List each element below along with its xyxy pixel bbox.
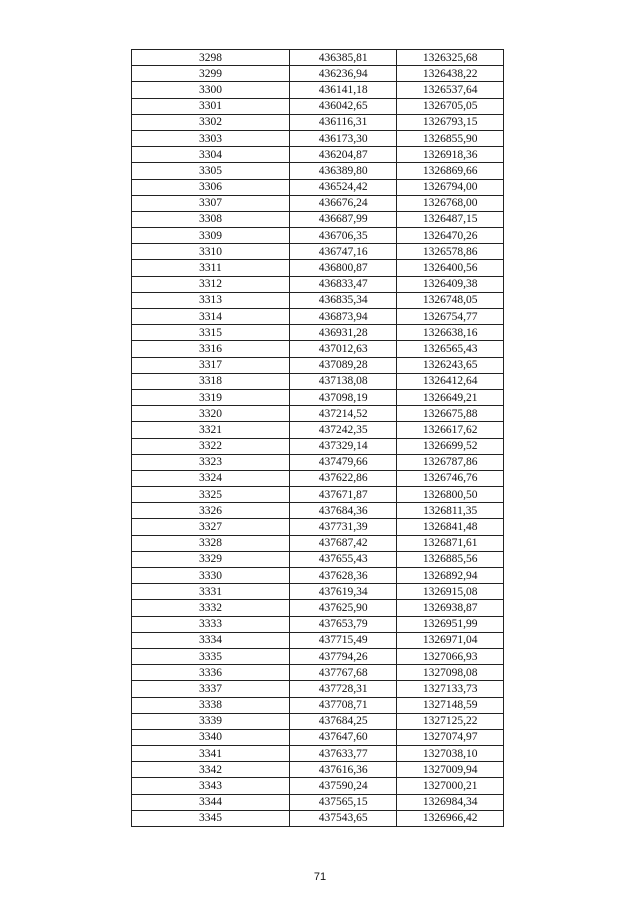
- y-coordinate-cell: 1326400,56: [397, 260, 504, 276]
- x-coordinate-cell: 437715,49: [289, 632, 397, 648]
- x-coordinate-cell: 437728,31: [289, 681, 397, 697]
- table-row: [132, 584, 504, 600]
- point-number-cell: 3332: [132, 600, 290, 616]
- x-coordinate-cell: 436524,42: [289, 179, 397, 195]
- table-row: [132, 438, 504, 454]
- y-coordinate-cell: 1327000,21: [397, 778, 504, 794]
- point-number-cell: 3313: [132, 292, 290, 308]
- coordinates-table-body: [132, 50, 504, 827]
- point-number-cell: 3315: [132, 325, 290, 341]
- table-row: [132, 648, 504, 664]
- y-coordinate-cell: 1326243,65: [397, 357, 504, 373]
- point-number-cell: 3323: [132, 454, 290, 470]
- table-row: [132, 697, 504, 713]
- table-row: [132, 309, 504, 325]
- y-coordinate-cell: 1326649,21: [397, 389, 504, 405]
- y-coordinate-cell: 1326748,05: [397, 292, 504, 308]
- table-row: [132, 810, 504, 826]
- y-coordinate-cell: 1326787,86: [397, 454, 504, 470]
- x-coordinate-cell: 437671,87: [289, 487, 397, 503]
- x-coordinate-cell: 436873,94: [289, 309, 397, 325]
- y-coordinate-cell: 1326409,38: [397, 276, 504, 292]
- point-number-cell: 3305: [132, 163, 290, 179]
- x-coordinate-cell: 437684,36: [289, 503, 397, 519]
- table-row: [132, 228, 504, 244]
- table-row: [132, 470, 504, 486]
- point-number-cell: 3321: [132, 422, 290, 438]
- y-coordinate-cell: 1326412,64: [397, 373, 504, 389]
- y-coordinate-cell: 1326470,26: [397, 228, 504, 244]
- point-number-cell: 3308: [132, 211, 290, 227]
- point-number-cell: 3340: [132, 729, 290, 745]
- table-row: [132, 373, 504, 389]
- table-row: [132, 114, 504, 130]
- y-coordinate-cell: 1326841,48: [397, 519, 504, 535]
- x-coordinate-cell: 436833,47: [289, 276, 397, 292]
- table-row: [132, 422, 504, 438]
- y-coordinate-cell: 1327038,10: [397, 746, 504, 762]
- x-coordinate-cell: 437242,35: [289, 422, 397, 438]
- y-coordinate-cell: 1326565,43: [397, 341, 504, 357]
- table-row: [132, 632, 504, 648]
- table-row: [132, 778, 504, 794]
- point-number-cell: 3312: [132, 276, 290, 292]
- point-number-cell: 3343: [132, 778, 290, 794]
- point-number-cell: 3307: [132, 195, 290, 211]
- x-coordinate-cell: 437655,43: [289, 551, 397, 567]
- y-coordinate-cell: 1326438,22: [397, 66, 504, 82]
- y-coordinate-cell: 1327133,73: [397, 681, 504, 697]
- table-row: [132, 341, 504, 357]
- table-row: [132, 244, 504, 260]
- x-coordinate-cell: 436204,87: [289, 147, 397, 163]
- y-coordinate-cell: 1326705,05: [397, 98, 504, 114]
- x-coordinate-cell: 437098,19: [289, 389, 397, 405]
- y-coordinate-cell: 1326915,08: [397, 584, 504, 600]
- x-coordinate-cell: 437138,08: [289, 373, 397, 389]
- point-number-cell: 3339: [132, 713, 290, 729]
- x-coordinate-cell: 436706,35: [289, 228, 397, 244]
- point-number-cell: 3333: [132, 616, 290, 632]
- point-number-cell: 3338: [132, 697, 290, 713]
- x-coordinate-cell: 437625,90: [289, 600, 397, 616]
- point-number-cell: 3310: [132, 244, 290, 260]
- point-number-cell: 3298: [132, 50, 290, 66]
- y-coordinate-cell: 1326325,68: [397, 50, 504, 66]
- y-coordinate-cell: 1326869,66: [397, 163, 504, 179]
- point-number-cell: 3320: [132, 406, 290, 422]
- point-number-cell: 3336: [132, 665, 290, 681]
- table-row: [132, 130, 504, 146]
- table-row: [132, 762, 504, 778]
- table-row: [132, 600, 504, 616]
- x-coordinate-cell: 437633,77: [289, 746, 397, 762]
- y-coordinate-cell: 1326794,00: [397, 179, 504, 195]
- point-number-cell: 3311: [132, 260, 290, 276]
- table-row: [132, 519, 504, 535]
- coordinates-table: [131, 49, 504, 827]
- page-number: 71: [313, 871, 327, 883]
- x-coordinate-cell: 437616,36: [289, 762, 397, 778]
- x-coordinate-cell: 436042,65: [289, 98, 397, 114]
- point-number-cell: 3309: [132, 228, 290, 244]
- x-coordinate-cell: 436236,94: [289, 66, 397, 82]
- y-coordinate-cell: 1326971,04: [397, 632, 504, 648]
- x-coordinate-cell: 436173,30: [289, 130, 397, 146]
- point-number-cell: 3344: [132, 794, 290, 810]
- table-row: [132, 535, 504, 551]
- point-number-cell: 3318: [132, 373, 290, 389]
- table-row: [132, 147, 504, 163]
- y-coordinate-cell: 1327009,94: [397, 762, 504, 778]
- y-coordinate-cell: 1326800,50: [397, 487, 504, 503]
- point-number-cell: 3334: [132, 632, 290, 648]
- y-coordinate-cell: 1326638,16: [397, 325, 504, 341]
- point-number-cell: 3303: [132, 130, 290, 146]
- x-coordinate-cell: 436931,28: [289, 325, 397, 341]
- point-number-cell: 3330: [132, 568, 290, 584]
- x-coordinate-cell: 436687,99: [289, 211, 397, 227]
- x-coordinate-cell: 436116,31: [289, 114, 397, 130]
- y-coordinate-cell: 1326938,87: [397, 600, 504, 616]
- y-coordinate-cell: 1326699,52: [397, 438, 504, 454]
- table-row: [132, 260, 504, 276]
- table-row: [132, 551, 504, 567]
- point-number-cell: 3306: [132, 179, 290, 195]
- point-number-cell: 3322: [132, 438, 290, 454]
- y-coordinate-cell: 1326918,36: [397, 147, 504, 163]
- x-coordinate-cell: 437214,52: [289, 406, 397, 422]
- x-coordinate-cell: 437731,39: [289, 519, 397, 535]
- table-row: [132, 325, 504, 341]
- table-row: [132, 713, 504, 729]
- table-row: [132, 681, 504, 697]
- point-number-cell: 3342: [132, 762, 290, 778]
- table-row: [132, 665, 504, 681]
- table-row: [132, 406, 504, 422]
- y-coordinate-cell: 1327148,59: [397, 697, 504, 713]
- point-number-cell: 3337: [132, 681, 290, 697]
- point-number-cell: 3341: [132, 746, 290, 762]
- point-number-cell: 3324: [132, 470, 290, 486]
- x-coordinate-cell: 437628,36: [289, 568, 397, 584]
- y-coordinate-cell: 1327125,22: [397, 713, 504, 729]
- y-coordinate-cell: 1326885,56: [397, 551, 504, 567]
- point-number-cell: 3314: [132, 309, 290, 325]
- y-coordinate-cell: 1326754,77: [397, 309, 504, 325]
- y-coordinate-cell: 1326855,90: [397, 130, 504, 146]
- point-number-cell: 3329: [132, 551, 290, 567]
- x-coordinate-cell: 436747,16: [289, 244, 397, 260]
- x-coordinate-cell: 436676,24: [289, 195, 397, 211]
- y-coordinate-cell: 1326578,86: [397, 244, 504, 260]
- y-coordinate-cell: 1326768,00: [397, 195, 504, 211]
- table-row: [132, 746, 504, 762]
- x-coordinate-cell: 437622,86: [289, 470, 397, 486]
- x-coordinate-cell: 437089,28: [289, 357, 397, 373]
- table-row: [132, 163, 504, 179]
- table-row: [132, 179, 504, 195]
- x-coordinate-cell: 437619,34: [289, 584, 397, 600]
- y-coordinate-cell: 1326746,76: [397, 470, 504, 486]
- y-coordinate-cell: 1326793,15: [397, 114, 504, 130]
- x-coordinate-cell: 437647,60: [289, 729, 397, 745]
- table-row: [132, 454, 504, 470]
- table-row: [132, 568, 504, 584]
- table-row: [132, 50, 504, 66]
- point-number-cell: 3319: [132, 389, 290, 405]
- y-coordinate-cell: 1326617,62: [397, 422, 504, 438]
- x-coordinate-cell: 436385,81: [289, 50, 397, 66]
- table-row: [132, 292, 504, 308]
- table-row: [132, 357, 504, 373]
- table-row: [132, 729, 504, 745]
- table-row: [132, 616, 504, 632]
- y-coordinate-cell: 1326984,34: [397, 794, 504, 810]
- point-number-cell: 3317: [132, 357, 290, 373]
- y-coordinate-cell: 1326871,61: [397, 535, 504, 551]
- x-coordinate-cell: 437794,26: [289, 648, 397, 664]
- table-row: [132, 276, 504, 292]
- y-coordinate-cell: 1326675,88: [397, 406, 504, 422]
- table-row: [132, 211, 504, 227]
- point-number-cell: 3300: [132, 82, 290, 98]
- point-number-cell: 3331: [132, 584, 290, 600]
- x-coordinate-cell: 436800,87: [289, 260, 397, 276]
- x-coordinate-cell: 436141,18: [289, 82, 397, 98]
- x-coordinate-cell: 437684,25: [289, 713, 397, 729]
- point-number-cell: 3328: [132, 535, 290, 551]
- y-coordinate-cell: 1327074,97: [397, 729, 504, 745]
- y-coordinate-cell: 1326951,99: [397, 616, 504, 632]
- table-row: [132, 66, 504, 82]
- y-coordinate-cell: 1326537,64: [397, 82, 504, 98]
- y-coordinate-cell: 1326966,42: [397, 810, 504, 826]
- table-row: [132, 98, 504, 114]
- x-coordinate-cell: 437329,14: [289, 438, 397, 454]
- table-row: [132, 389, 504, 405]
- point-number-cell: 3345: [132, 810, 290, 826]
- y-coordinate-cell: 1327098,08: [397, 665, 504, 681]
- table-row: [132, 82, 504, 98]
- x-coordinate-cell: 437479,66: [289, 454, 397, 470]
- point-number-cell: 3299: [132, 66, 290, 82]
- x-coordinate-cell: 437590,24: [289, 778, 397, 794]
- point-number-cell: 3327: [132, 519, 290, 535]
- y-coordinate-cell: 1326487,15: [397, 211, 504, 227]
- y-coordinate-cell: 1327066,93: [397, 648, 504, 664]
- x-coordinate-cell: 437687,42: [289, 535, 397, 551]
- table-row: [132, 503, 504, 519]
- x-coordinate-cell: 436389,80: [289, 163, 397, 179]
- x-coordinate-cell: 437012,63: [289, 341, 397, 357]
- x-coordinate-cell: 437708,71: [289, 697, 397, 713]
- point-number-cell: 3335: [132, 648, 290, 664]
- y-coordinate-cell: 1326892,94: [397, 568, 504, 584]
- x-coordinate-cell: 437767,68: [289, 665, 397, 681]
- point-number-cell: 3304: [132, 147, 290, 163]
- x-coordinate-cell: 437543,65: [289, 810, 397, 826]
- point-number-cell: 3316: [132, 341, 290, 357]
- point-number-cell: 3301: [132, 98, 290, 114]
- x-coordinate-cell: 437565,15: [289, 794, 397, 810]
- point-number-cell: 3302: [132, 114, 290, 130]
- point-number-cell: 3325: [132, 487, 290, 503]
- x-coordinate-cell: 436835,34: [289, 292, 397, 308]
- table-row: [132, 195, 504, 211]
- x-coordinate-cell: 437653,79: [289, 616, 397, 632]
- point-number-cell: 3326: [132, 503, 290, 519]
- table-row: [132, 487, 504, 503]
- table-row: [132, 794, 504, 810]
- y-coordinate-cell: 1326811,35: [397, 503, 504, 519]
